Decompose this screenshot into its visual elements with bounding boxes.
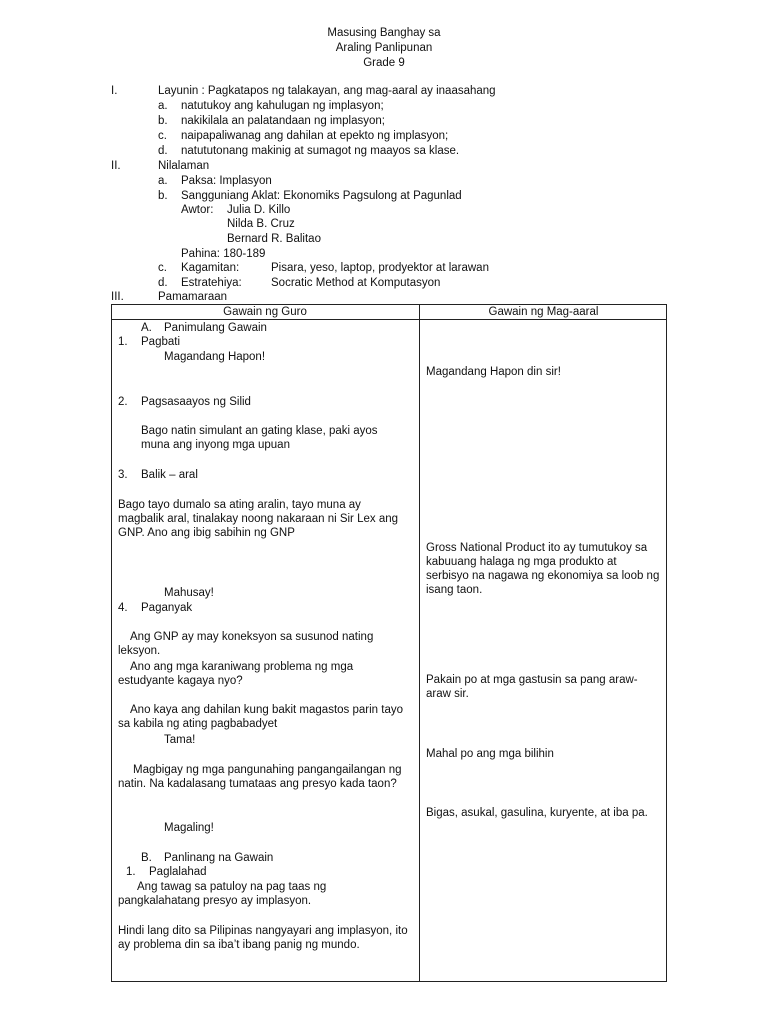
author-label: Awtor: [181,204,214,216]
student-response-greeting: Magandang Hapon din sir! [426,366,561,378]
content-c-letter: c. [158,262,167,274]
step-4-number: 4. [118,602,128,614]
part-b-step-1-number: 1. [126,866,136,878]
part-b-title: Panlinang na Gawain [164,852,274,864]
section-3-number: III. [111,291,124,303]
table-column-divider [419,304,420,982]
presentation-text-2: Hindi lang dito sa Pilipinas nangyayari ang implasyon, ito ay problema din sa iba’t ibang panig ng mundo. [118,925,408,951]
greeting: Magandang Hapon! [164,351,266,363]
doc-title-line-2: Araling Panlipunan [335,42,433,54]
step-3-question: Bago tayo dumalo sa ating aralin, tayo muna ay magbalik aral, tinalakay noong nakaraan ni Sir Lex ang GNP. Ano ang ibig sabihin ng GNP [118,499,399,539]
motivation-question-1: Ano ang mga karaniwang problema ng mga estudyante kagaya nyo? [118,661,354,687]
step-3-title: Balik – aral [141,469,198,481]
materials-label: Kagamitan: [181,262,240,274]
step-2-instruction: Bago natin simulant an gating klase, paki ayos muna ang inyong mga upuan [141,425,378,451]
step-1-number: 1. [118,336,128,348]
objective-c: naipapaliwanag ang dahilan at epekto ng implasyon; [181,130,449,142]
step-2-number: 2. [118,396,128,408]
step-4-title: Paganyak [141,602,193,614]
part-b-letter: B. [141,852,152,864]
praise-magaling: Magaling! [164,822,214,834]
student-column-header: Gawain ng Mag-aaral [488,306,599,318]
objective-b: nakikilala an palatandaan ng implasyon; [181,115,385,127]
section-1-label: Layunin : Pagkatapos ng talakayan, ang mag-aaral ay inaasahang [158,85,496,97]
content-a-letter: a. [158,175,168,187]
motivation-question-2: Ano kaya ang dahilan kung bakit magastos parin tayo sa kabila ng ating pagbabadyet [118,704,403,730]
motivation-question-3: Magbigay ng mga pangunahing pangangailangan ng natin. Na kadalasang tumataas ang presyo kada taon? [118,764,402,790]
author-1: Julia D. Killo [227,204,291,216]
motivation-text-1: Ang GNP ay may koneksyon sa susunod nating leksyon. [118,631,374,657]
part-a-title: Panimulang Gawain [164,322,267,334]
praise-tama: Tama! [164,734,196,746]
section-2-label: Nilalaman [158,160,210,172]
section-3-label: Pamamaraan [158,291,228,303]
objective-a: natutukoy ang kahulugan ng implasyon; [181,100,384,112]
strategy-value: Socratic Method at Komputasyon [271,277,441,289]
objective-d: natututonang makinig at sumagot ng maayos sa klase. [181,145,460,157]
strategy-label: Estratehiya: [181,277,242,289]
content-topic: Paksa: Implasyon [181,175,272,187]
content-b-letter: b. [158,190,168,202]
doc-title-line-3: Grade 9 [363,57,405,69]
author-3: Bernard R. Balitao [227,233,321,245]
student-response-problems: Pakain po at mga gastusin sa pang araw-araw sir. [426,674,638,700]
step-3-number: 3. [118,469,128,481]
doc-title-line-1: Masusing Banghay sa [327,27,441,39]
teacher-column-header: Gawain ng Guro [223,306,307,318]
student-response-prices: Mahal po ang mga bilihin [426,748,554,760]
praise-mahusay: Mahusay! [164,587,214,599]
objective-b-letter: b. [158,115,168,127]
content-d-letter: d. [158,277,168,289]
step-2-title: Pagsasaayos ng Silid [141,396,251,408]
objective-d-letter: d. [158,145,168,157]
author-2: Nilda B. Cruz [227,218,295,230]
part-a-letter: A. [141,322,152,334]
objective-a-letter: a. [158,100,168,112]
part-b-step-1-title: Paglalahad [149,866,207,878]
content-reference: Sangguniang Aklat: Ekonomiks Pagsulong at Pagunlad [181,190,462,202]
student-response-needs: Bigas, asukal, gasulina, kuryente, at iba pa. [426,807,648,819]
step-1-title: Pagbati [141,336,181,348]
materials-value: Pisara, yeso, laptop, prodyektor at larawan [271,262,489,274]
table-header-divider [111,319,667,320]
student-response-gnp: Gross National Product ito ay tumutukoy sa kabuuang halaga ng mga produkto at serbisyo na nagawa ng ekonomiya sa loob ng isang taon. [426,542,660,596]
section-2-number: II. [111,160,121,172]
objective-c-letter: c. [158,130,167,142]
section-1-number: I. [111,85,118,97]
presentation-text-1: Ang tawag sa patuloy na pag taas ng pangkalahatang presyo ay implasyon. [118,881,327,907]
page-range: Pahina: 180-189 [181,248,266,260]
